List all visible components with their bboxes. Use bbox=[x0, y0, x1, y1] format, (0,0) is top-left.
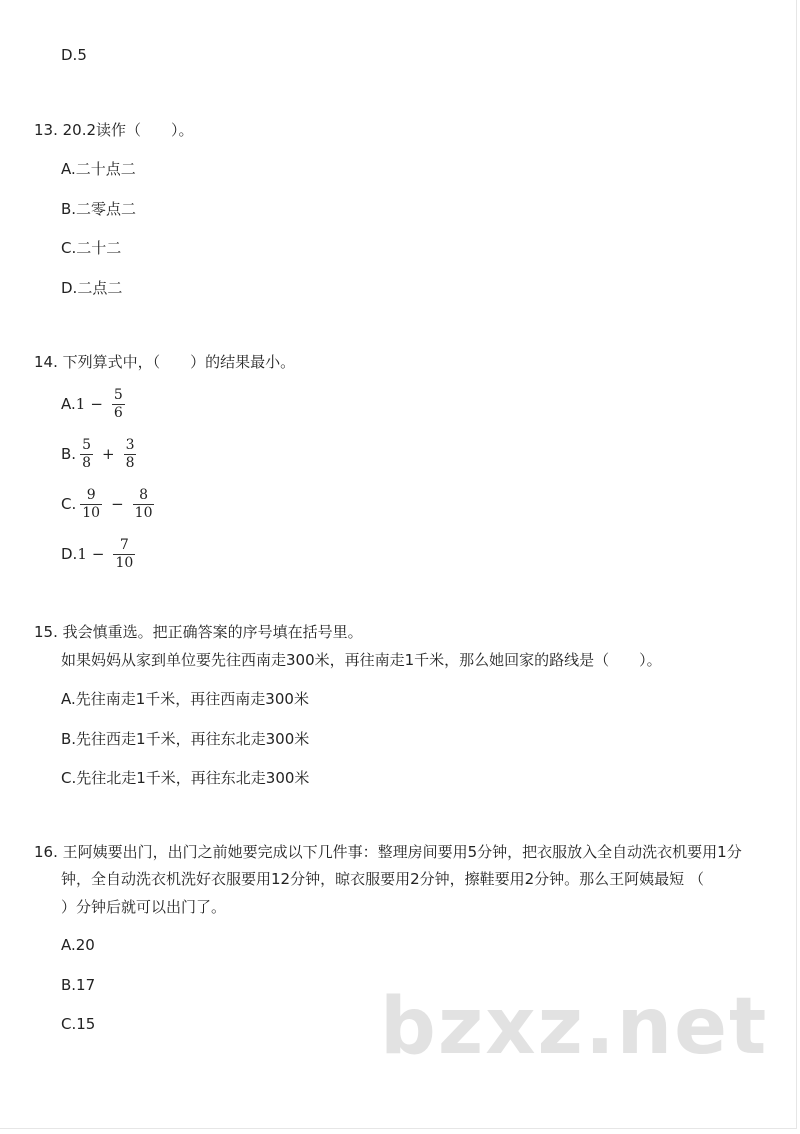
q15-option-c: C.先往北走1千米，再往东北走300米 bbox=[61, 769, 310, 787]
denominator: 8 bbox=[125, 454, 135, 471]
operator: − bbox=[91, 545, 105, 563]
operator: − bbox=[90, 395, 103, 413]
q14-option-a bbox=[61, 384, 129, 424]
operator: + bbox=[101, 445, 115, 463]
denominator: 8 bbox=[82, 454, 91, 471]
fraction bbox=[124, 437, 137, 472]
option-label: C. bbox=[61, 495, 77, 513]
q13-option-b: B.二零点二 bbox=[61, 200, 137, 218]
q13-option-c: C.二十二 bbox=[61, 239, 122, 257]
fraction bbox=[80, 487, 102, 522]
whole-number: 1 bbox=[75, 395, 86, 413]
q15-option-a: A.先往南走1千米，再往西南走300米 bbox=[61, 690, 309, 708]
q15-stem: 15. 我会慎重选。把正确答案的序号填在括号里。 bbox=[34, 623, 363, 641]
denominator: 10 bbox=[82, 504, 101, 521]
operator: − bbox=[111, 495, 124, 513]
option-label: D. bbox=[61, 545, 78, 563]
numerator: 5 bbox=[82, 436, 91, 453]
q16-stem-line-2: 钟，全自动洗衣机洗好衣服要用12分钟，晾衣服要用2分钟，擦鞋要用2分钟。那么王阿姨最短 （ bbox=[61, 870, 704, 888]
denominator: 10 bbox=[115, 554, 134, 571]
watermark: bzxz.net bbox=[380, 982, 769, 1072]
option-label: B. bbox=[61, 445, 77, 463]
denominator: 6 bbox=[113, 404, 123, 421]
q16-option-a: A.20 bbox=[61, 936, 95, 954]
q15-option-b: B.先往西走1千米，再往东北走300米 bbox=[61, 730, 310, 748]
q16-stem-line-3: ）分钟后就可以出门了。 bbox=[61, 898, 227, 916]
q13-option-a: A.二十点二 bbox=[61, 160, 136, 178]
q16-option-b: B.17 bbox=[61, 976, 96, 994]
q14-option-c bbox=[61, 484, 158, 524]
fraction bbox=[133, 487, 155, 522]
numerator: 5 bbox=[113, 386, 123, 403]
q16-stem-line-1: 16. 王阿姨要出门，出门之前她要完成以下几件事：整理房间要用5分钟，把衣服放入全自动洗衣机要用1分 bbox=[34, 843, 742, 861]
q12-option-d: D.5 bbox=[61, 46, 87, 64]
q14-option-d bbox=[61, 534, 139, 574]
numerator: 3 bbox=[125, 436, 135, 453]
fraction bbox=[113, 537, 135, 572]
numerator: 8 bbox=[139, 486, 149, 503]
q13-option-d: D.二点二 bbox=[61, 279, 123, 297]
numerator: 9 bbox=[86, 486, 96, 503]
denominator: 10 bbox=[134, 504, 153, 521]
q14-stem: 14. 下列算式中，（ ）的结果最小。 bbox=[34, 353, 296, 371]
q14-option-b bbox=[61, 434, 140, 474]
whole-number: 1 bbox=[77, 545, 87, 563]
numerator: 7 bbox=[119, 536, 129, 553]
fraction bbox=[80, 437, 93, 472]
q16-option-c: C.15 bbox=[61, 1015, 96, 1033]
q15-subtext: 如果妈妈从家到单位要先往西南走300米，再往南走1千米，那么她回家的路线是（ ）。 bbox=[61, 651, 662, 669]
option-label: A. bbox=[61, 395, 76, 413]
fraction bbox=[112, 387, 125, 422]
q13-stem: 13. 20.2读作（ ）。 bbox=[34, 121, 194, 139]
